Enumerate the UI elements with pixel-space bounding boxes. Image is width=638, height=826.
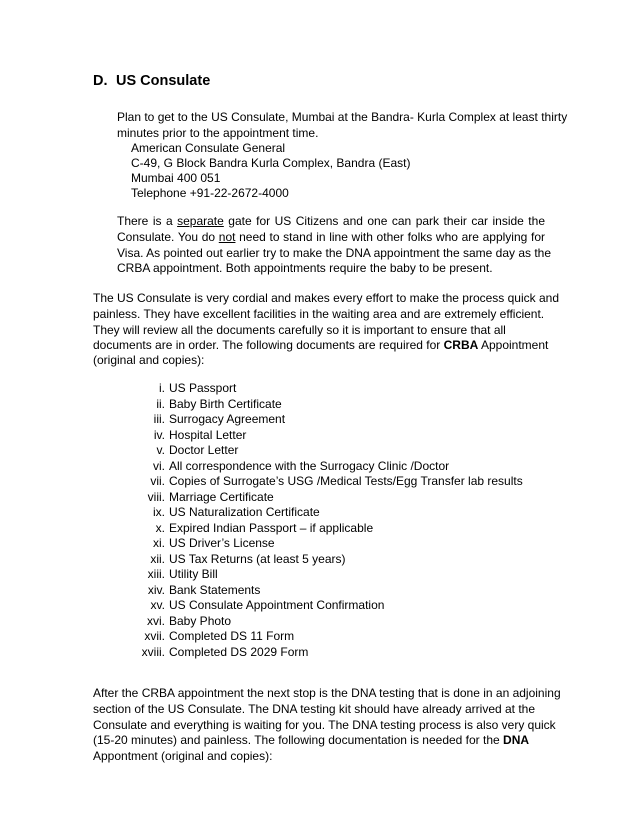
list-item-numeral: xvi.	[147, 613, 165, 628]
address-city: Mumbai 400 051	[131, 171, 221, 185]
list-item-numeral: xviii.	[141, 644, 165, 659]
para2-line-3: Visa. As pointed out earlier try to make the DNA appointment the same day as the	[117, 246, 552, 260]
list-item-numeral: iv.	[153, 427, 165, 442]
list-item: Completed DS 2029 Form	[169, 644, 309, 659]
bold-crba: CRBA	[443, 338, 479, 352]
para4-line-2: section of the US Consulate. The DNA testing kit should have already arrived at the	[93, 702, 536, 716]
list-item: US Driver’s License	[169, 536, 275, 550]
list-item-numeral: vii.	[150, 474, 165, 488]
list-item-numeral: xiv.	[147, 582, 165, 597]
list-item: Bank Statements	[169, 582, 261, 597]
para3-line-4	[93, 337, 548, 353]
list-item-numeral: v.	[156, 443, 165, 457]
para4-line-1: After the CRBA appointment the next stop is the DNA testing that is done in an adjoining	[93, 686, 561, 700]
list-item-numeral: iii.	[153, 412, 165, 426]
para3-line-3: They will review all the documents carefully so it is important to ensure that all	[93, 323, 506, 337]
list-item: Surrogacy Agreement	[169, 412, 286, 426]
address-phone: Telephone +91-22-2672-4000	[131, 186, 289, 200]
address-street: C-49, G Block Bandra Kurla Complex, Bandra (East)	[131, 156, 411, 170]
bold-dna: DNA	[503, 733, 530, 747]
para4-line-5: Appontment (original and copies):	[93, 749, 273, 763]
list-item: US Passport	[169, 381, 237, 395]
para2-line-1	[117, 213, 545, 229]
para2-line-4: CRBA appointment. Both appointments require the baby to be present.	[117, 261, 493, 275]
list-item-numeral: xvii.	[144, 629, 165, 643]
list-item-numeral: ix.	[153, 505, 165, 519]
para2-line-2	[117, 229, 545, 245]
list-item: Utility Bill	[169, 567, 218, 581]
para3-line-1: The US Consulate is very cordial and makes every effort to make the process quick and	[93, 291, 560, 305]
text-run: gate for US Citizens and one can park their car inside the	[223, 214, 545, 228]
list-item-numeral: xi.	[153, 536, 165, 550]
list-item: Expired Indian Passport – if applicable	[169, 520, 374, 535]
text-run: documents are in order. The following documents are required for	[93, 338, 444, 352]
list-item: US Naturalization Certificate	[169, 505, 320, 519]
text-run: Appointment	[478, 338, 549, 352]
list-item: Completed DS 11 Form	[169, 629, 295, 643]
para4-line-4	[93, 732, 529, 748]
section-heading	[93, 73, 210, 89]
list-item: Marriage Certificate	[169, 489, 274, 504]
list-item-numeral: xiii.	[147, 567, 165, 581]
para4-line-3: Consulate and everything is waiting for you. The DNA testing process is also very quick	[93, 718, 556, 732]
section-title: US Consulate	[116, 73, 211, 89]
list-item: Hospital Letter	[169, 427, 247, 442]
para3-line-5: (original and copies):	[93, 353, 205, 367]
list-item-numeral: vi.	[153, 458, 165, 473]
list-item: Doctor Letter	[169, 443, 239, 457]
list-item-numeral: xii.	[150, 551, 165, 566]
underlined-word-separate: separate	[177, 214, 224, 228]
list-item-numeral: viii.	[147, 489, 165, 504]
address-org: American Consulate General	[131, 141, 286, 155]
list-item-numeral: i.	[159, 381, 165, 395]
list-item-numeral: xv.	[150, 598, 165, 612]
list-item: Copies of Surrogate’s USG /Medical Tests/Egg Transfer lab results	[169, 474, 523, 488]
list-item-numeral: ii.	[156, 396, 165, 411]
intro-line-1: Plan to get to the US Consulate, Mumbai at the Bandra- Kurla Complex at least thirty	[117, 110, 568, 124]
list-item: US Tax Returns (at least 5 years)	[169, 551, 346, 566]
list-item: All correspondence with the Surrogacy Clinic /Doctor	[169, 458, 450, 473]
list-item-numeral: x.	[155, 520, 165, 535]
list-item: Baby Birth Certificate	[169, 396, 282, 411]
text-run: (15-20 minutes) and painless. The following documentation is needed for the	[93, 733, 504, 747]
para3-line-2: painless. They have excellent facilities in the waiting area and are extremely efficient.	[93, 307, 545, 321]
list-item: Baby Photo	[169, 613, 232, 628]
text-run: need to stand in line with other folks who are applying for	[235, 230, 545, 244]
text-run: There is a	[117, 214, 178, 228]
text-run: Consulate. You do	[117, 230, 219, 244]
underlined-word-not: not	[218, 230, 236, 244]
section-number: D.	[93, 73, 108, 89]
list-item: US Consulate Appointment Confirmation	[169, 598, 385, 612]
intro-line-2: minutes prior to the appointment time.	[117, 126, 319, 140]
